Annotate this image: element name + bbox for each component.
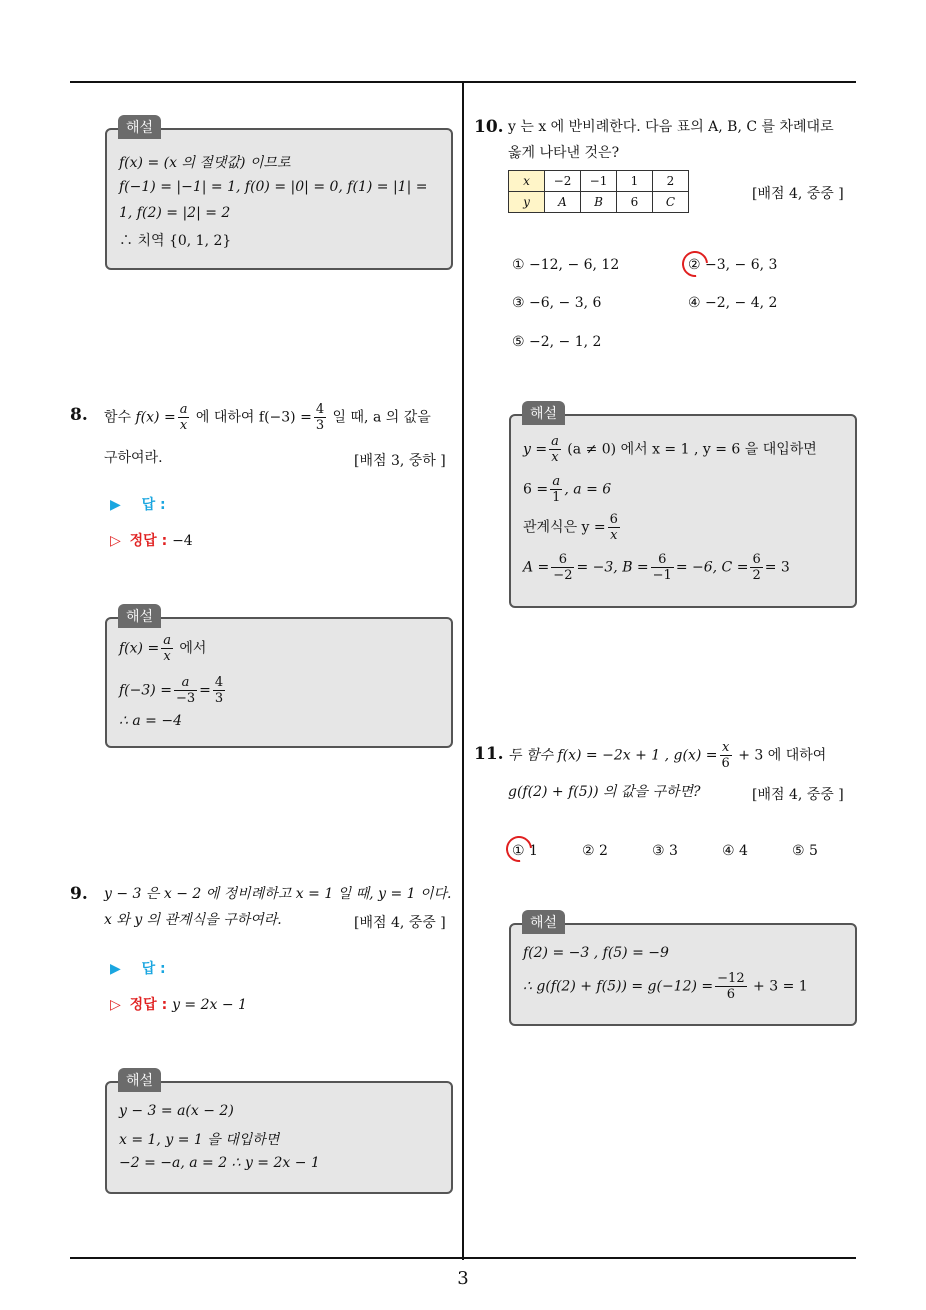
choice-4[interactable]: ④ 4 <box>722 843 748 859</box>
solution-line: ∴ 치역 {0, 1, 2} <box>119 233 232 249</box>
bottom-rule <box>70 1257 856 1259</box>
question-8-line-1: 함수 f(x) = $\frac{a}{x}$ 에 대하여 f(−3) = $\frac{4}{3}$ 일 때, a 의 값을 <box>104 402 431 433</box>
solution-line: y = $\frac{a}{x}$ (a ≠ 0) 에서 x = 1 , y = 6 을 대입하면 <box>523 434 817 465</box>
table-cell: −2 <box>545 171 581 192</box>
solution-line: −2 = −a, a = 2 ∴ y = 2x − 1 <box>119 1155 320 1171</box>
table-cell: A <box>545 192 581 213</box>
solution-line: f(x) = $\frac{a}{x}$ 에서 <box>119 633 207 664</box>
table-cell: −1 <box>581 171 617 192</box>
choice-1[interactable]: ① 1 <box>512 843 538 859</box>
question-9-line-2: x 와 y 의 관계식을 구하여라. <box>104 912 282 928</box>
question-8-score: [배점 3, 중하 ] <box>354 453 446 469</box>
solution-box-q8 <box>105 617 453 748</box>
solution-line: 6 = $\frac{a}{1}$ , a = 6 <box>523 474 612 505</box>
selected-answer-circle-icon <box>677 246 714 283</box>
solution-box-q7 <box>105 128 453 270</box>
question-number-10: 10. <box>474 117 504 137</box>
answer-row-q8: ▶ 답 : <box>110 497 166 513</box>
table-row-y <box>509 192 689 213</box>
choice-4[interactable]: ④ −2, − 4, 2 <box>688 295 778 311</box>
table-cell: y <box>509 192 545 213</box>
question-9-score: [배점 4, 중중 ] <box>354 915 446 931</box>
solution-tag: 해설 <box>118 604 161 628</box>
solution-tag: 해설 <box>522 401 565 425</box>
question-number-9: 9. <box>70 884 88 904</box>
solution-line: f(−1) = |−1| = 1, f(0) = |0| = 0, f(1) = |1| = <box>119 179 428 195</box>
solution-tag: 해설 <box>118 1068 161 1092</box>
column-divider <box>462 83 464 1260</box>
correct-answer-value: y = 2x − 1 <box>172 997 247 1013</box>
answer-arrow-icon: ▶ <box>110 961 121 977</box>
table-cell: 1 <box>617 171 653 192</box>
table-cell: x <box>509 171 545 192</box>
solution-tag: 해설 <box>118 115 161 139</box>
answer-row-q9: ▶ 답 : <box>110 961 166 977</box>
question-number-11: 11. <box>474 744 504 764</box>
table-cell: B <box>581 192 617 213</box>
solution-box-q11 <box>509 923 857 1026</box>
choice-3[interactable]: ③ 3 <box>652 843 678 859</box>
table-cell: 6 <box>617 192 653 213</box>
value-table <box>508 170 689 213</box>
correct-answer-row-q8: ▷ 정답 : −4 <box>110 533 193 549</box>
solution-line: f(−3) = $\frac{a}{-3}$ = $\frac{4}{3}$ <box>119 675 224 706</box>
question-9-line-1: y − 3 은 x − 2 에 정비례하고 x = 1 일 때, y = 1 이다. <box>104 886 452 902</box>
choice-1[interactable]: ① −12, − 6, 12 <box>512 257 620 273</box>
question-10-score: [배점 4, 중중 ] <box>752 186 844 202</box>
choice-3[interactable]: ③ −6, − 3, 6 <box>512 295 602 311</box>
question-11-line-2: g(f(2) + f(5)) 의 값을 구하면? <box>508 784 701 800</box>
choice-5[interactable]: ⑤ 5 <box>792 843 818 859</box>
answer-arrow-icon: ▶ <box>110 497 121 513</box>
solution-line: 관계식은 y = $\frac{6}{x}$ <box>523 512 618 543</box>
choice-5[interactable]: ⑤ −2, − 1, 2 <box>512 334 602 350</box>
choice-2[interactable]: ② 2 <box>582 843 608 859</box>
question-10-line-2: 옳게 나타낸 것은? <box>508 145 620 161</box>
question-8-line-2: 구하여라. <box>104 450 163 466</box>
question-10-line-1: y 는 x 에 반비례한다. 다음 표의 A, B, C 를 차례대로 <box>508 119 834 135</box>
choice-2[interactable]: ② −3, − 6, 3 <box>688 257 778 273</box>
selected-answer-circle-icon <box>501 831 538 868</box>
table-row-x <box>509 171 689 192</box>
solution-line: x = 1, y = 1 을 대입하면 <box>119 1132 280 1148</box>
solution-line: f(2) = −3 , f(5) = −9 <box>523 945 669 961</box>
question-11-line-1: 두 함수 f(x) = −2x + 1 , g(x) = $\frac{x}{6}$ + 3 에 대하여 <box>508 740 827 771</box>
solution-line: A = $\frac{6}{-2}$ = −3, B = $\frac{6}{-1}$ = −6, C = $\frac{6}{2}$ = 3 <box>523 552 790 583</box>
solution-line: ∴ g(f(2) + f(5)) = g(−12) = $\frac{-12}{6}$ + 3 = 1 <box>523 971 808 1002</box>
table-cell: 2 <box>653 171 689 192</box>
correct-answer-value: −4 <box>172 533 193 549</box>
solution-tag: 해설 <box>522 910 565 934</box>
correct-answer-row-q9: ▷ 정답 : y = 2x − 1 <box>110 997 247 1013</box>
solution-line: y − 3 = a(x − 2) <box>119 1103 234 1119</box>
solution-box-q9 <box>105 1081 453 1194</box>
correct-arrow-icon: ▷ <box>110 533 121 549</box>
solution-line: f(x) = (x 의 절댓값) 이므로 <box>119 155 291 171</box>
question-11-score: [배점 4, 중중 ] <box>752 787 844 803</box>
solution-line: ∴ a = −4 <box>119 713 182 729</box>
question-number-8: 8. <box>70 405 88 425</box>
solution-line: 1, f(2) = |2| = 2 <box>119 205 231 221</box>
correct-arrow-icon: ▷ <box>110 997 121 1013</box>
page-number: 3 <box>457 1268 469 1289</box>
solution-box-q10 <box>509 414 857 608</box>
table-cell: C <box>653 192 689 213</box>
